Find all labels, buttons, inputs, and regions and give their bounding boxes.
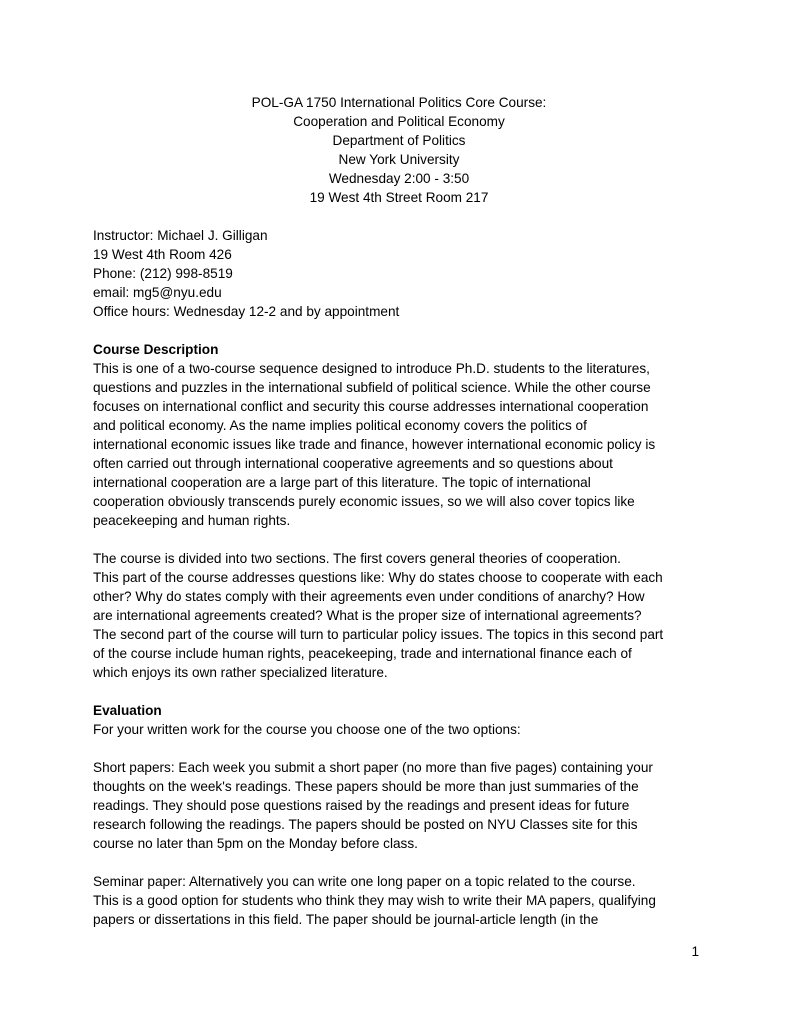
text-line: The course is divided into two sections. The first covers general theories of cooperation. [93, 551, 621, 566]
text-line: are international agreements created? What is the proper size of international agreements? [93, 608, 642, 623]
text-line: The second part of the course will turn to particular policy issues. The topics in this second part [93, 627, 664, 642]
text-line: Short papers: Each week you submit a short paper (no more than five pages) containing your [93, 760, 653, 775]
instructor-office: 19 West 4th Room 426 [93, 247, 232, 262]
evaluation-intro: For your written work for the course you choose one of the two options: [93, 722, 521, 737]
instructor-phone: Phone: (212) 998-8519 [93, 266, 233, 281]
page-number: 1 [691, 944, 699, 959]
short-papers-paragraph [93, 758, 705, 853]
text-line: international economic issues like trade and finance, however international economic policy is [93, 437, 656, 452]
course-title-line: POL-GA 1750 International Politics Core Course: [251, 95, 547, 110]
instructor-email: email: mg5@nyu.edu [93, 285, 222, 300]
course-description-paragraph-1 [93, 359, 705, 530]
course-description-paragraph-2 [93, 549, 705, 682]
spacer [93, 207, 705, 226]
instructor-office-hours: Office hours: Wednesday 12-2 and by appointment [93, 304, 400, 319]
evaluation-heading: Evaluation [93, 703, 162, 718]
text-line: research following the readings. The papers should be posted on NYU Classes site for this [93, 817, 638, 832]
course-subtitle-line: Cooperation and Political Economy [293, 114, 505, 129]
spacer [93, 739, 705, 758]
course-description-heading: Course Description [93, 342, 219, 357]
text-line: and political economy. As the name implies political economy covers the politics of [93, 418, 587, 433]
course-title-block [93, 93, 705, 207]
text-line: This is a good option for students who think they may wish to write their MA papers, qualifying [93, 893, 656, 908]
instructor-info [93, 226, 705, 321]
text-line: course no later than 5pm on the Monday before class. [93, 836, 418, 851]
text-line: This part of the course addresses questions like: Why do states choose to cooperate with each [93, 570, 663, 585]
text-line: peacekeeping and human rights. [93, 513, 291, 528]
spacer [93, 682, 705, 701]
text-line: This is one of a two-course sequence designed to introduce Ph.D. students to the literatures, [93, 361, 650, 376]
text-line: questions and puzzles in the international subfield of political science. While the other course [93, 380, 651, 395]
spacer [93, 853, 705, 872]
spacer [93, 321, 705, 340]
document-body [93, 93, 705, 929]
class-time-line: Wednesday 2:00 - 3:50 [328, 171, 470, 186]
university-line: New York University [338, 152, 460, 167]
instructor-name: Instructor: Michael J. Gilligan [93, 228, 268, 243]
class-location-line: 19 West 4th Street Room 217 [309, 190, 489, 205]
department-line: Department of Politics [332, 133, 466, 148]
text-line: focuses on international conflict and security this course addresses international cooperation [93, 399, 649, 414]
text-line: papers or dissertations in this field. The paper should be journal-article length (in the [93, 912, 599, 927]
text-line: of the course include human rights, peacekeeping, trade and international finance each of [93, 646, 632, 661]
seminar-paper-paragraph [93, 872, 705, 929]
text-line: often carried out through international cooperative agreements and so questions about [93, 456, 613, 471]
text-line: cooperation obviously transcends purely economic issues, so we will also cover topics like [93, 494, 635, 509]
text-line: readings. They should pose questions raised by the readings and present ideas for future [93, 798, 630, 813]
text-line: other? Why do states comply with their agreements even under conditions of anarchy? How [93, 589, 645, 604]
text-line: Seminar paper: Alternatively you can write one long paper on a topic related to the course. [93, 874, 636, 889]
text-line: international cooperation are a large part of this literature. The topic of international [93, 475, 591, 490]
text-line: which enjoys its own rather specialized literature. [93, 665, 388, 680]
text-line: thoughts on the week's readings. These papers should be more than just summaries of the [93, 779, 639, 794]
spacer [93, 530, 705, 549]
